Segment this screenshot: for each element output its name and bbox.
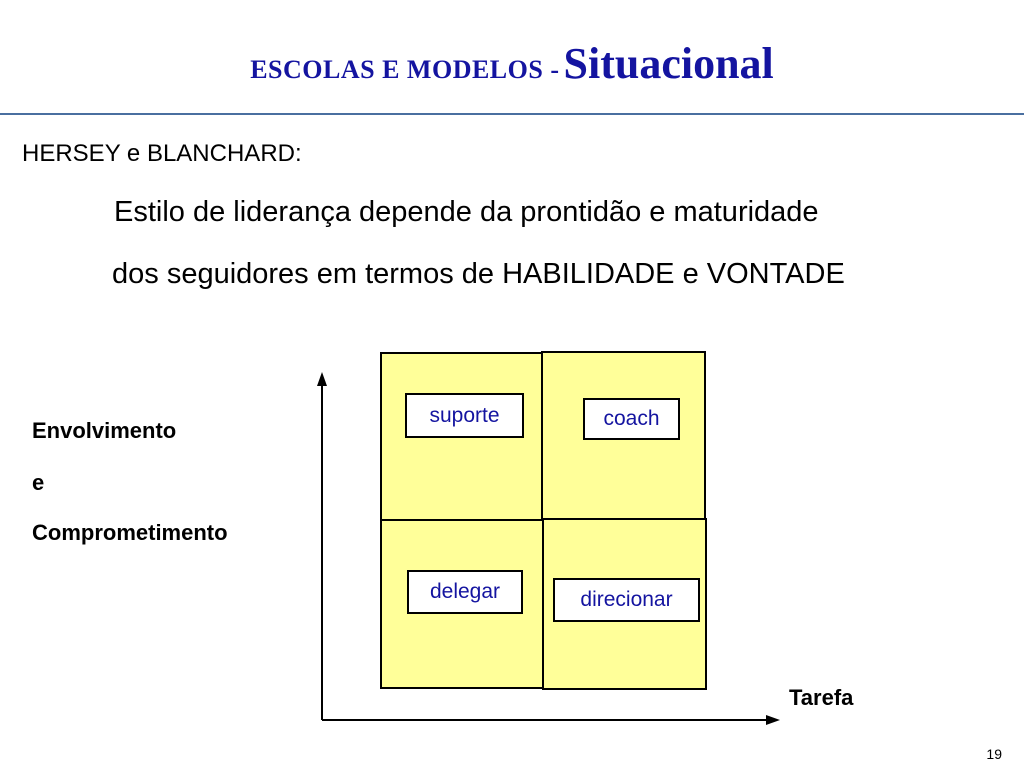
y-axis-label-line-1: Envolvimento [32,418,177,443]
quadrant-label-coach: coach [583,398,680,440]
y-axis-label-line-3: Comprometimento [32,520,228,545]
page-number: 19 [986,746,1002,762]
body-line-1: Estilo de liderança depende da prontidão e maturidade [114,196,819,228]
quadrant-label-delegar: delegar [407,570,523,614]
subtitle: HERSEY e BLANCHARD: [22,140,302,167]
quadrant-label-suporte: suporte [405,393,524,438]
x-axis-label: Tarefa [789,685,854,710]
quadrant-label-direcionar: direcionar [553,578,700,622]
x-axis-arrowhead [766,715,780,725]
y-axis-label-line-2: e [32,470,45,495]
y-axis-arrowhead [317,372,327,386]
title-prefix: ESCOLAS E MODELOS - [250,55,560,84]
title-main: Situacional [563,39,774,88]
body-line-2: dos seguidores em termos de HABILIDADE e VONTADE [112,258,845,290]
